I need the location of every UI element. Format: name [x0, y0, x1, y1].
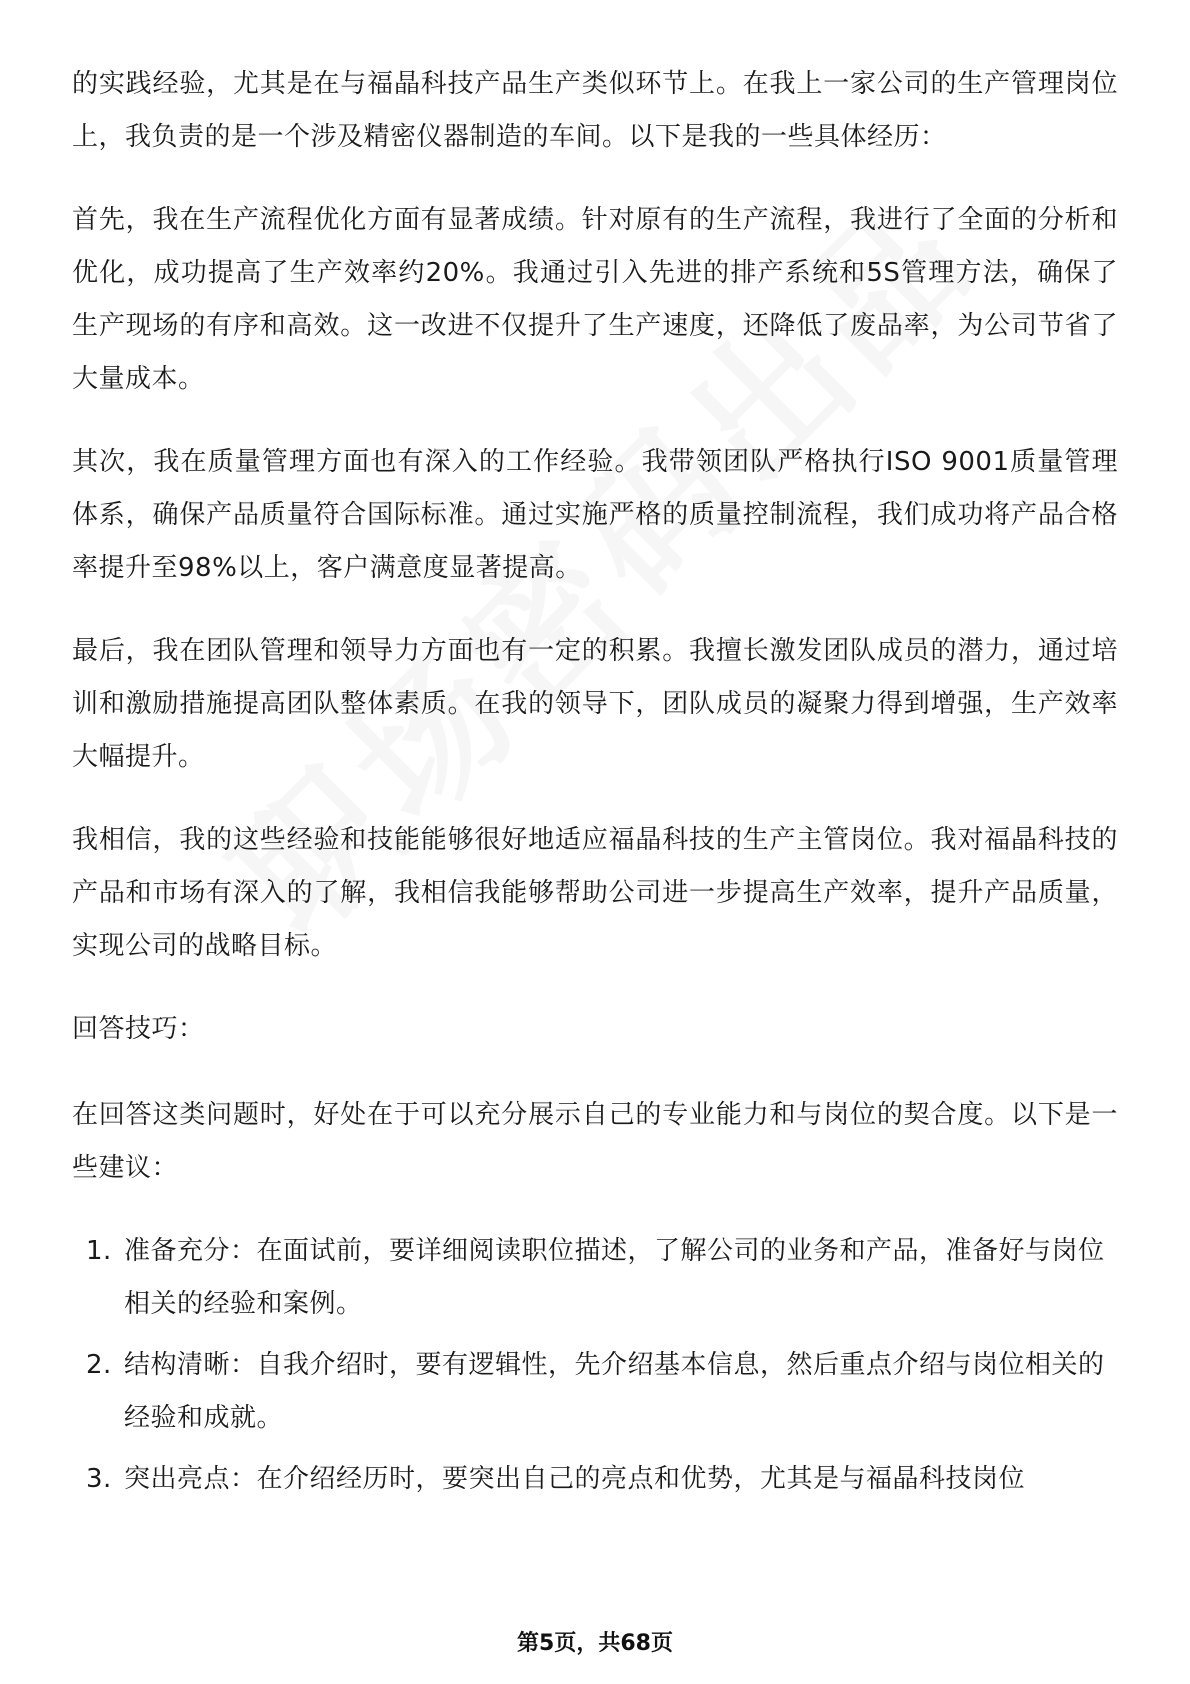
- page-content: [72, 58, 1118, 1514]
- paragraph-team-management: 最后，我在团队管理和领导力方面也有一定的积累。我擅长激发团队成员的潜力，通过培训和激励措施提高团队整体素质。在我的领导下，团队成员的凝聚力得到增强，生产效率大幅提升。: [72, 636, 1118, 772]
- paragraph-process-optimization: 首先，我在生产流程优化方面有显著成绩。针对原有的生产流程，我进行了全面的分析和优化，成功提高了生产效率约20%。我通过引入先进的排产系统和5S管理方法，确保了生产现场的有序和高效。这一改进不仅提升了生产速度，还降低了废品率，为公司节省了大量成本。: [72, 205, 1118, 394]
- paragraph-quality-management: 其次，我在质量管理方面也有深入的工作经验。我带领团队严格执行ISO 9001质量管理体系，确保产品质量符合国际标准。通过实施严格的质量控制流程，我们成功将产品合格率提升至98%以上，客户满意度显著提高。: [72, 447, 1118, 583]
- list-item-number: 2.: [86, 1350, 112, 1380]
- list-item: [72, 1225, 1118, 1331]
- page-number: 第5页，共68页: [517, 1631, 673, 1656]
- list-item-number: 3.: [86, 1464, 112, 1494]
- list-item-text: 突出亮点：在介绍经历时，要突出自己的亮点和优势，尤其是与福晶科技岗位: [124, 1464, 1026, 1494]
- tips-intro: 在回答这类问题时，好处在于可以充分展示自己的专业能力和与岗位的契合度。以下是一些建议：: [72, 1100, 1118, 1183]
- list-item-number: 1.: [86, 1236, 112, 1266]
- tips-list: [72, 1225, 1118, 1506]
- paragraph-conclusion: 我相信，我的这些经验和技能能够很好地适应福晶科技的生产主管岗位。我对福晶科技的产品和市场有深入的了解，我相信我能够帮助公司进一步提高生产效率，提升产品质量，实现公司的战略目标。: [72, 825, 1118, 961]
- list-item-text: 结构清晰：自我介绍时，要有逻辑性，先介绍基本信息，然后重点介绍与岗位相关的经验和成就。: [124, 1350, 1105, 1433]
- list-item: [72, 1339, 1118, 1445]
- tips-heading: 回答技巧：: [72, 1014, 205, 1044]
- list-item: [72, 1453, 1118, 1506]
- list-item-text: 准备充分：在面试前，要详细阅读职位描述，了解公司的业务和产品，准备好与岗位相关的经验和案例。: [124, 1236, 1105, 1319]
- paragraph-experience-intro: 的实践经验，尤其是在与福晶科技产品生产类似环节上。在我上一家公司的生产管理岗位上，我负责的是一个涉及精密仪器制造的车间。以下是我的一些具体经历：: [72, 69, 1118, 152]
